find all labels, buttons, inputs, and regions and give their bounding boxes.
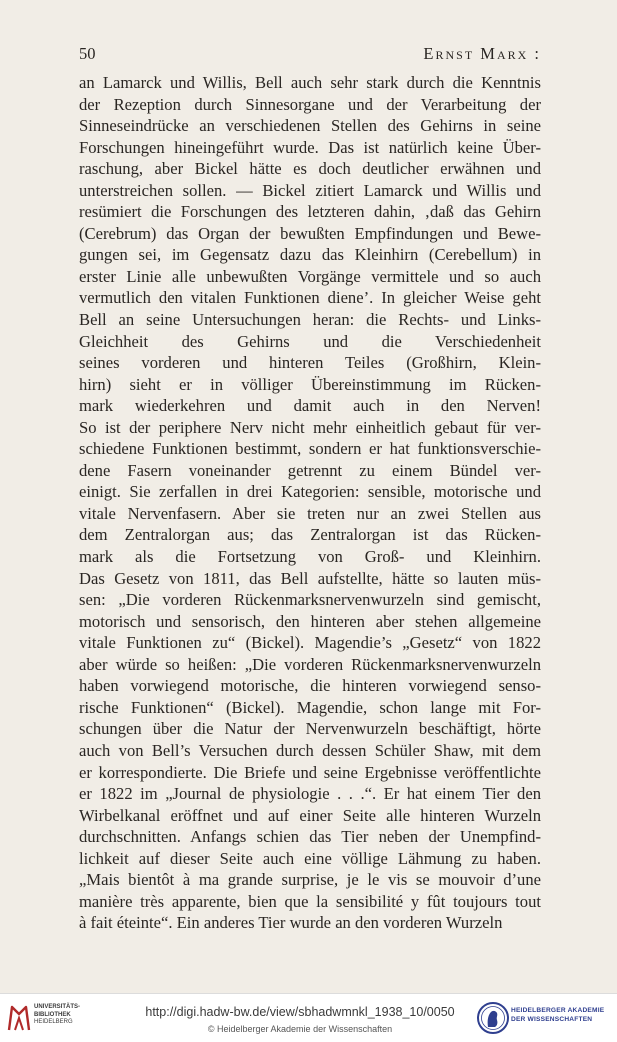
text-line: rische Funktionen“ (Bickel). Magendie, schon lange mit For- xyxy=(79,697,541,717)
text-line: mark als die Fortsetzung von Groß- und Kleinhirn. xyxy=(79,547,541,567)
academy-name-line: DER WISSENSCHAFTEN xyxy=(511,1015,593,1023)
text-line: er korrespondierte. Die Briefe und seine Ergebnisse veröffentlichte xyxy=(79,762,541,782)
text-line: Das Gesetz von 1811, das Bell aufstellte, hätte so lauten müs- xyxy=(79,568,541,588)
text-line: schiedene Funktionen bestimmt, sondern er hat funktionsverschie- xyxy=(79,439,541,459)
text-line: einigt. Sie zerfallen in drei Kategorien: sensible, motorische und xyxy=(79,482,541,502)
text-line: vitale Funktionen zu“ (Bickel). Magendie’s „Gesetz“ von 1822 xyxy=(79,633,541,653)
text-line: schungen über die Natur der Nervenwurzeln beschäftigt, hörte xyxy=(79,719,541,739)
text-line: à fait éteinte“. Ein anderes Tier wurde an den vorderen Wurzeln xyxy=(79,913,503,933)
text-line: (Cerebrum) das Organ der bewußten Empfindungen und Bewe- xyxy=(79,223,541,243)
text-line: „Mais bientôt à ma grande surprise, je le vis se mouvoir d’une xyxy=(79,870,541,890)
text-line: Bell an seine Untersuchungen heran: die Rechts- und Links- xyxy=(79,310,541,330)
text-line: an Lamarck und Willis, Bell auch sehr stark durch die Kenntnis xyxy=(79,73,541,92)
text-line: Gleichheit des Gehirns und die Verschiedenheit xyxy=(79,331,541,351)
library-name-line: BIBLIOTHEK xyxy=(34,1011,71,1018)
text-line: So ist der periphere Nerv nicht mehr einheitlich gebaut für ver- xyxy=(79,417,541,437)
text-line: manière très apparente, bien que la sensibilité y fût toujours tout xyxy=(79,891,541,911)
text-line: raschung, aber Bickel hätte es doch deutlicher erwähnen und xyxy=(79,159,541,179)
library-name xyxy=(34,1004,80,1027)
text-line: mark wiederkehren und damit auch in den Nerven! xyxy=(79,396,541,416)
text-line: durchschnitten. Anfangs schien das Tier neben der Unempfind- xyxy=(79,827,541,847)
text-line: vitale Nervenfasern. Aber sie treten nur an zwei Stellen aus xyxy=(79,503,541,523)
text-line: Sinneseindrücke an verschiedenen Stellen des Gehirns in seine xyxy=(79,116,541,136)
text-line: gungen sei, im Gegensatz dazu das Kleinhirn (Cerebellum) in xyxy=(79,245,541,265)
document-url-link[interactable]: http://digi.hadw-bw.de/view/sbhadwmnkl_1938_10/0050 xyxy=(145,1005,455,1019)
text-line: sen: „Die vorderen Rückenmarksnervenwurzeln sind gemischt, xyxy=(79,590,541,610)
text-line: erster Linie alle unbewußten Vorgänge vermittele und so auch xyxy=(79,266,541,286)
academy-emblem-icon[interactable] xyxy=(477,1001,509,1035)
library-name-line: HEIDELBERG xyxy=(34,1019,73,1025)
text-line: resümiert die Forschungen des letzteren dahin, ‚daß das Gehirn xyxy=(79,202,541,222)
page-number: 50 xyxy=(79,44,96,63)
library-logo-icon[interactable] xyxy=(7,1004,31,1032)
text-line: hirn) sieht er in völliger Übereinstimmung im Rücken- xyxy=(79,374,541,394)
copyright-notice: © Heidelberger Akademie der Wissenschaften xyxy=(207,1024,393,1034)
text-line: Forschungen hineingeführt wurde. Das ist natürlich keine Über- xyxy=(79,137,541,157)
text-line: dene Fasern voneinander getrennt zu einem Bündel ver- xyxy=(79,460,541,480)
running-head: Ernst Marx : xyxy=(423,44,541,63)
text-line: haben vorwiegend motorische, die hinteren vorwiegend senso- xyxy=(79,676,541,696)
text-line: dem Zentralorgan aus; das Zentralorgan ist das Rücken- xyxy=(79,525,541,545)
text-line: Wirbelkanal eröffnet und auf einer Seite alle hinteren Wurzeln xyxy=(79,805,541,825)
text-line: aber würde so heißen: „Die vorderen Rückenmarksnervenwurzeln xyxy=(79,654,541,674)
academy-name xyxy=(511,1007,604,1024)
text-line: vermutlich den vitalen Funktionen diene’. In gleicher Weise geht xyxy=(79,288,541,308)
academy-name-line: HEIDELBERGER AKADEMIE xyxy=(511,1007,605,1014)
text-line: auch von Bell’s Versuchen durch dessen Schüler Shaw, mit dem xyxy=(79,740,541,760)
library-name-line: UNIVERSITÄTS- xyxy=(34,1004,81,1010)
text-line: unterstreichen sollen. — Bickel zitiert Lamarck und Willis und xyxy=(79,180,541,200)
body-text xyxy=(79,72,541,934)
text-line: er 1822 im „Journal de physiologie . . .“. Er hat einem Tier den xyxy=(79,784,541,804)
text-line: seines vorderen und hinteren Teiles (Großhirn, Klein- xyxy=(79,353,541,373)
footer-bar xyxy=(0,993,617,1042)
text-line: motorisch und sensorisch, den hinteren aber stehen allgemeine xyxy=(79,611,541,631)
text-line: lichkeit auf dieser Seite auch eine völlige Lähmung zu haben. xyxy=(79,848,541,868)
text-line: der Rezeption durch Sinnesorgane und der Verarbeitung der xyxy=(79,94,541,114)
